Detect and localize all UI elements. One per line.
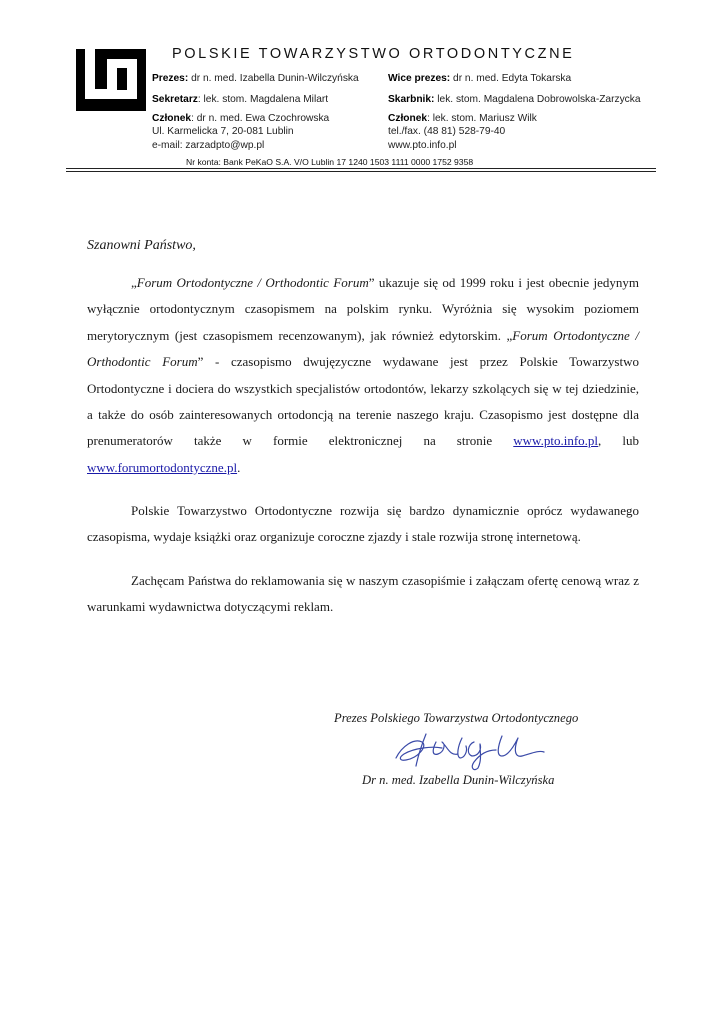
header-divider-thin [66,171,656,172]
pto-logo [76,49,146,111]
paragraph-journal: „Forum Ortodontyczne / Orthodontic Forum” ukazuje się od 1999 roku i jest obecnie jedynym wyłącznie ortodontycznym czasopismem na polskim rynku. Wyróżnia się wysokim poziomem merytorycznym (jest czasopismem recenzowanym), jak również edytorskim. „Forum Ortodontyczne / Orthodontic Forum” - czasopismo dwujęzyczne wydawane jest przez Polskie Towarzystwo Ortodontyczne i dociera do wszystkich specjalistów ortodontów, lekarzy szkolących się w tej dziedzinie, a także do osób zainteresowanych ortodoncją na terenie naszego kraju. Czasopismo jest dostępne dla prenumeratorów także w formie elektronicznej na stronie www.pto.info.pl, lub www.forumortodontyczne.pl. [87,275,640,475]
journal-name: Forum Ortodontyczne / Orthodontic Forum [136,275,369,290]
paragraph-society: Polskie Towarzystwo Ortodontyczne rozwija się bardzo dynamicznie oprócz wydawanego czasopisma, wydaje książki oraz organizuje coroczne zjazdy i stale rozwija stronę internetową. [87,503,639,545]
header-member-right: Członek: lek. stom. Mariusz Wilk [388,113,537,124]
header-phone: tel./fax. (48 81) 528-79-40 [388,126,506,137]
salutation: Szanowni Państwo, [87,238,196,253]
signatory-name: Dr n. med. Izabella Dunin-Wilczyńska [362,773,555,787]
link-forum[interactable]: www.forumortodontyczne.pl [87,459,238,475]
link-pto[interactable]: www.pto.info.pl [513,433,599,449]
header-website: www.pto.info.pl [388,140,457,151]
header-address: Ul. Karmelicka 7, 20-081 Lublin [152,126,294,137]
header-secretary: Sekretarz: lek. stom. Magdalena Milart [152,94,329,105]
header-treasurer: Skarbnik: lek. stom. Magdalena Dobrowolska-Zarzycka [388,94,641,105]
organization-name: POLSKIE TOWARZYSTWO ORTODONTYCZNE [172,46,575,62]
header-president: Prezes: dr n. med. Izabella Dunin-Wilczyńska [152,73,359,84]
paragraph-advertising: Zachęcam Państwa do reklamowania się w naszym czasopiśmie i załączam ofertę cenową wraz z warunkami wydawnictwa dotyczącymi reklam. [87,573,639,615]
header-email: e-mail: zarzadpto@wp.pl [152,140,265,151]
handwritten-signature [392,728,552,772]
bank-account: Nr konta: Bank PeKaO S.A. V/O Lublin 17 1240 1503 1111 0000 1752 9358 [186,157,474,167]
journal-name-2: Forum Ortodontyczne / Orthodontic Forum [87,327,639,370]
header-member-left: Członek: dr n. med. Ewa Czochrowska [152,113,330,124]
header-vice-president: Wice prezes: dr n. med. Edyta Tokarska [388,73,572,84]
signature-title: Prezes Polskiego Towarzystwa Ortodontycznego [334,711,579,725]
header-divider [66,168,656,169]
